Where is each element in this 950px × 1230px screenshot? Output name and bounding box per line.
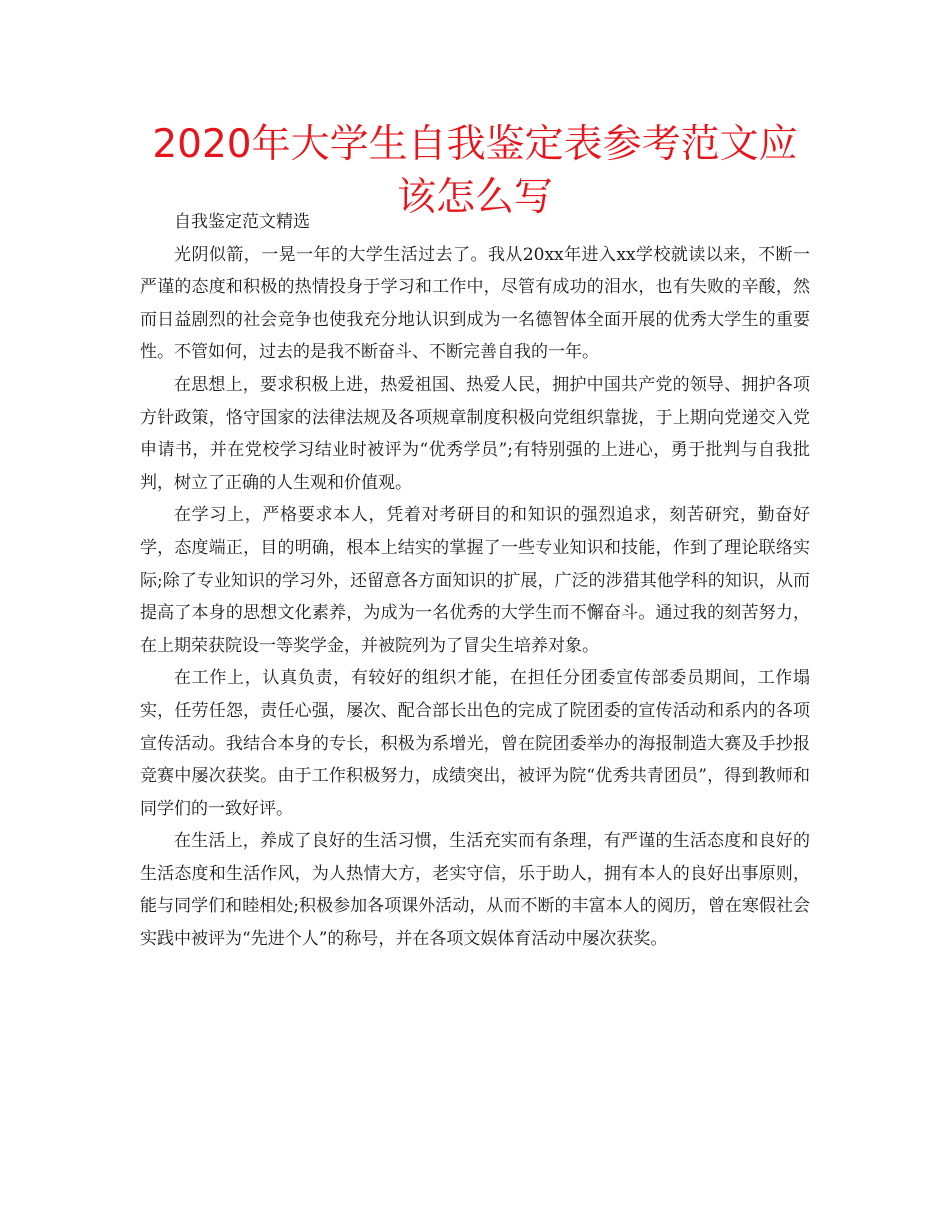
paragraph-life: 在生活上，养成了良好的生活习惯，生活充实而有条理，有严谨的生活态度和良好的生活态度和生活作风，为人热情大方，老实守信，乐于助人，拥有本人的良好出事原则，能与同学们和睦相处;积极参加各项课外活动，从而不断的丰富本人的阅历，曾在寒假社会实践中被评为“先进个人”的称号，并在各项文娱体育活动中屡次获奖。 (140, 831, 810, 950)
paragraph-intro: 光阴似箭，一晃一年的大学生活过去了。我从20xx年进入xx学校就读以来，不断一严谨的态度和积极的热情投身于学习和工作中，尽管有成功的泪水，也有失败的辛酸，然而日益剧烈的社会竞争也使我充分地认识到成为一名德智体全面开展的优秀大学生的重要性。不管如何，过去的是我不断奋斗、不断完善自我的一年。 (140, 244, 810, 363)
paragraph-study: 在学习上，严格要求本人，凭着对考研目的和知识的强烈追求，刻苦研究，勤奋好学，态度端正，目的明确，根本上结实的掌握了一些专业知识和技能，作到了理论联络实际;除了专业知识的学习外，还留意各方面知识的扩展，广泛的涉猎其他学科的知识，从而提高了本身的思想文化素养，为成为一名优秀的大学生而不懈奋斗。通过我的刻苦努力，在上期荣获院设一等奖学金，并被院列为了冒尖生培养对象。 (140, 505, 810, 656)
document-body (140, 206, 810, 956)
paragraph-work: 在工作上，认真负责，有较好的组织才能，在担任分团委宣传部委员期间，工作塌实，任劳任怨，责任心强，屡次、配合部长出色的完成了院团委的宣传活动和系内的各项宣传活动。我结合本身的专长，积极为系增光，曾在院团委举办的海报制造大赛及手抄报竞赛中屡次获奖。由于工作积极努力，成绩突出，被评为院“优秀共青团员”，得到教师和同学们的一致好评。 (140, 668, 810, 819)
paragraph-thought: 在思想上，要求积极上进，热爱祖国、热爱人民，拥护中国共产党的领导、拥护各项方针政策，恪守国家的法律法规及各项规章制度积极向党组织靠拢，于上期向党递交入党申请书，并在党校学习结业时被评为“优秀学员”;有特别强的上进心，勇于批判与自我批判，树立了正确的人生观和价值观。 (140, 374, 810, 493)
document-title: 2020年大学生自我鉴定表参考范文应该怎么写 (152, 122, 798, 220)
section-heading: 自我鉴定范文精选 (174, 212, 310, 232)
